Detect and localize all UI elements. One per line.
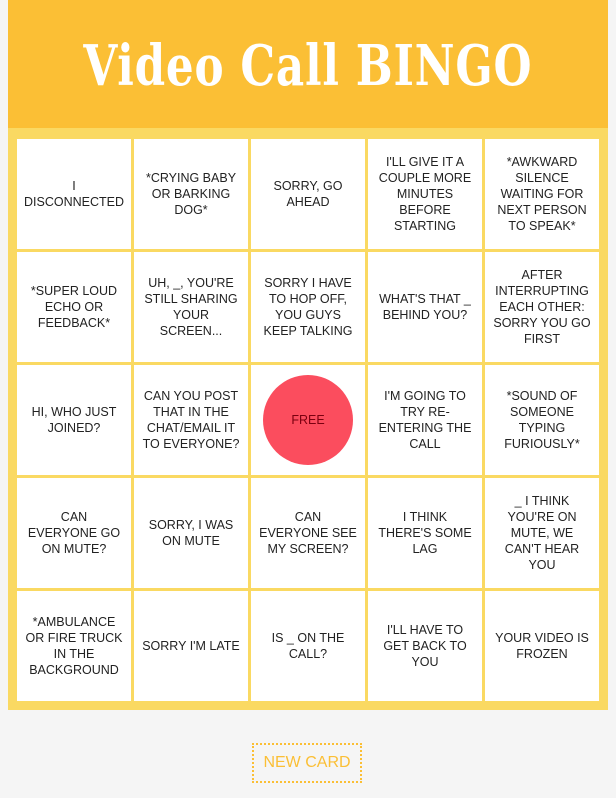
bingo-cell[interactable]: UH, _, YOU'RE STILL SHARING YOUR SCREEN... [134,252,248,362]
bingo-cell[interactable]: WHAT'S THAT _ BEHIND YOU? [368,252,482,362]
bingo-cell[interactable]: *AMBULANCE OR FIRE TRUCK IN THE BACKGROUND [17,591,131,701]
bingo-cell[interactable]: *SOUND OF SOMEONE TYPING FURIOUSLY* [485,365,599,475]
bingo-cell[interactable]: SORRY I'M LATE [134,591,248,701]
bingo-cell[interactable]: I'LL HAVE TO GET BACK TO YOU [368,591,482,701]
bingo-grid [17,139,599,701]
bingo-cell[interactable]: I THINK THERE'S SOME LAG [368,478,482,588]
bingo-cell[interactable]: *AWKWARD SILENCE WAITING FOR NEXT PERSON TO SPEAK* [485,139,599,249]
bingo-cell[interactable]: SORRY I HAVE TO HOP OFF, YOU GUYS KEEP TALKING [251,252,365,362]
bingo-cell[interactable]: I DISCONNECTED [17,139,131,249]
bingo-cell[interactable]: _ I THINK YOU'RE ON MUTE, WE CAN'T HEAR YOU [485,478,599,588]
bingo-cell[interactable]: SORRY, I WAS ON MUTE [134,478,248,588]
card-title: Video Call BINGO [83,33,533,99]
bingo-cell[interactable]: *SUPER LOUD ECHO OR FEEDBACK* [17,252,131,362]
bingo-cell[interactable]: AFTER INTERRUPTING EACH OTHER: SORRY YOU GO FIRST [485,252,599,362]
bingo-cell[interactable]: CAN YOU POST THAT IN THE CHAT/EMAIL IT TO EVERYONE? [134,365,248,475]
bingo-cell[interactable]: YOUR VIDEO IS FROZEN [485,591,599,701]
free-space-marker: FREE [263,375,353,465]
bingo-cell[interactable]: CAN EVERYONE GO ON MUTE? [17,478,131,588]
free-space-cell[interactable] [251,365,365,475]
bingo-cell[interactable]: SORRY, GO AHEAD [251,139,365,249]
bingo-cell[interactable]: CAN EVERYONE SEE MY SCREEN? [251,478,365,588]
bingo-card [8,0,608,710]
card-header [8,0,608,128]
bingo-cell[interactable]: *CRYING BABY OR BARKING DOG* [134,139,248,249]
bingo-cell[interactable]: I'LL GIVE IT A COUPLE MORE MINUTES BEFORE STARTING [368,139,482,249]
bingo-cell[interactable]: HI, WHO JUST JOINED? [17,365,131,475]
bingo-cell[interactable]: IS _ ON THE CALL? [251,591,365,701]
new-card-button[interactable]: NEW CARD [252,743,362,783]
bingo-cell[interactable]: I'M GOING TO TRY RE-ENTERING THE CALL [368,365,482,475]
